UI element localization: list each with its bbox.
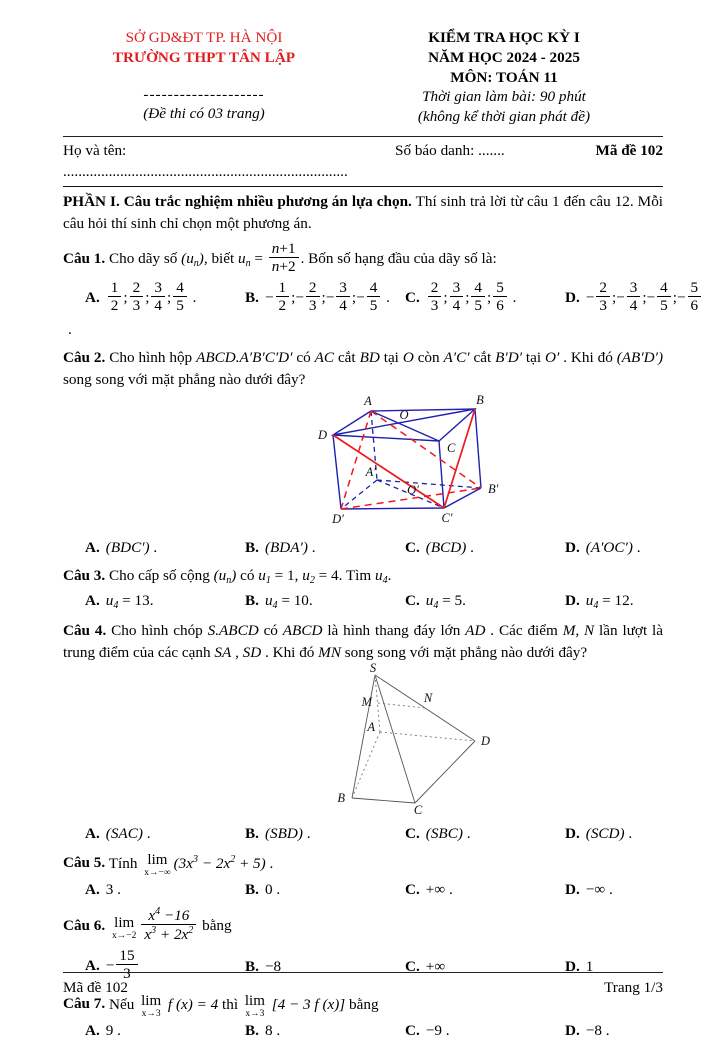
vertex-label-D: D xyxy=(317,427,327,442)
option-content: $\frac{2}{3}$ ; $\frac{3}{4}$ ; $\frac{4}{5}$ ; $\frac{5}{6}$ . xyxy=(426,289,517,306)
header-right xyxy=(345,28,663,127)
question-5-options xyxy=(85,879,663,900)
option-content: 0 . xyxy=(264,880,281,898)
question-3-stem xyxy=(63,565,663,588)
question-1-text: Cho dãy số (un), biết un = $\frac{n+1}{n+2}$ . Bốn số hạng đầu của dãy số là: xyxy=(109,239,497,275)
option-content: 1 xyxy=(585,958,594,976)
q3-option-a xyxy=(85,590,245,613)
option-letter: C. xyxy=(405,1021,420,1039)
option-content: 3 . xyxy=(105,880,121,898)
q3-option-d xyxy=(565,590,663,613)
q4-option-b xyxy=(245,823,405,844)
question-7-text: Nếu lim x→3 f (x) = 4 thì lim x→3 [4 − 3 f (x)] bằng xyxy=(109,993,379,1020)
question-2-text: Cho hình hộp ABCD.A′B′C′D′ có AC cắt BD tại O còn A′C′ cắt B′D′ tại O′ . Khi đó (AB′D′) song song với mặt phẳng nào dưới đây? xyxy=(63,349,664,388)
question-1-stem xyxy=(63,241,663,278)
option-content: u4 = 13. xyxy=(105,592,154,612)
option-content: (BDA′) . xyxy=(264,539,316,557)
question-1-options xyxy=(85,278,699,317)
option-letter: D. xyxy=(565,288,580,306)
question-7-label: Câu 7. xyxy=(63,995,106,1013)
pyramid-dashed-edges xyxy=(352,675,475,798)
question-6-text: lim x→−2 $\frac{x^4 -16}{x^3 + 2x^2}$ bằng xyxy=(112,906,232,944)
option-letter: B. xyxy=(245,825,259,843)
footer-page-number: Trang 1/3 xyxy=(604,978,663,996)
school-name: TRƯỜNG THPT TÂN LẬP xyxy=(112,48,296,66)
q4-option-c xyxy=(405,823,565,844)
q1-option-a xyxy=(85,280,245,317)
vertex-label-C2: C′ xyxy=(441,510,453,525)
question-7-options xyxy=(85,1020,663,1041)
option-letter: B. xyxy=(245,288,259,306)
option-content: 9 . xyxy=(105,1021,121,1039)
option-content: (BCD) . xyxy=(425,539,474,557)
option-letter: D. xyxy=(565,539,580,557)
department-name: SỞ GD&ĐT TP. HÀ NỘI xyxy=(125,29,283,46)
school-year: NĂM HỌC 2024 - 2025 xyxy=(428,48,580,66)
option-letter: C. xyxy=(405,539,420,557)
option-content: − $\frac{2}{3}$ ;− $\frac{3}{4}$ ;− $\frac{4}{5}$ ;− $\frac{5}{6}$ xyxy=(586,289,703,306)
option-letter: A. xyxy=(85,539,100,557)
question-6-stem xyxy=(63,907,663,946)
q4-option-a xyxy=(85,823,245,844)
box-figure xyxy=(318,393,663,534)
option-letter: D. xyxy=(565,592,580,610)
question-3-label: Câu 3. xyxy=(63,567,106,585)
option-letter: C. xyxy=(405,592,420,610)
option-content: −9 . xyxy=(425,1021,450,1039)
option-content: $\frac{1}{2}$ ; $\frac{2}{3}$ ; $\frac{3}{4}$ ; $\frac{4}{5}$ . xyxy=(106,289,197,306)
page-footer xyxy=(63,972,663,998)
vertex-label-C: C xyxy=(447,440,456,455)
option-letter: C. xyxy=(405,825,420,843)
q7-option-c xyxy=(405,1020,565,1041)
vertex-label-C: C xyxy=(413,802,423,817)
option-content: (SBD) . xyxy=(264,825,311,843)
question-5 xyxy=(63,851,663,900)
question-5-stem xyxy=(63,851,663,877)
exam-header xyxy=(63,28,663,127)
option-content: +∞ . xyxy=(425,880,453,898)
question-4 xyxy=(63,620,663,844)
pyramid-diagram xyxy=(328,660,503,817)
question-3-options xyxy=(85,590,663,613)
option-content: (SBC) . xyxy=(425,825,471,843)
question-4-stem xyxy=(63,620,663,663)
q2-option-c xyxy=(405,537,565,558)
q7-option-a xyxy=(85,1020,245,1041)
vertex-label-N: N xyxy=(423,690,433,705)
parallelepiped-diagram xyxy=(318,393,503,528)
option-letter: A. xyxy=(85,957,100,975)
vertex-label-M: M xyxy=(361,694,372,709)
option-content: (SAC) . xyxy=(105,825,151,843)
q7-option-b xyxy=(245,1020,405,1041)
q7-option-d xyxy=(565,1020,663,1041)
option-letter: B. xyxy=(245,958,259,976)
q2-option-a xyxy=(85,537,245,558)
vertex-label-B: B xyxy=(337,790,345,805)
option-content: −8 xyxy=(264,958,282,976)
vertex-label-S: S xyxy=(369,660,377,675)
option-letter: A. xyxy=(85,1021,100,1039)
question-4-label: Câu 4. xyxy=(63,622,107,640)
option-letter: D. xyxy=(565,825,580,843)
question-3 xyxy=(63,565,663,613)
exam-title: KIỂM TRA HỌC KỲ I xyxy=(428,29,580,46)
option-letter: A. xyxy=(85,880,100,898)
option-letter: C. xyxy=(405,958,420,976)
option-letter: A. xyxy=(85,825,100,843)
header-left xyxy=(63,28,345,127)
q5-option-c xyxy=(405,879,565,900)
option-content: − $\frac{1}{2}$ ;− $\frac{2}{3}$ ;− $\frac{3}{4}$ ;− $\frac{4}{5}$ . xyxy=(264,278,390,314)
option-letter: C. xyxy=(405,288,420,306)
q1-option-d xyxy=(565,280,703,317)
duration-text: Thời gian làm bài: 90 phút xyxy=(422,88,586,106)
vertex-label-O: O xyxy=(399,407,409,422)
option-content: (SCD) . xyxy=(585,825,633,843)
option-letter: B. xyxy=(245,880,259,898)
vertex-label-A: A xyxy=(364,393,372,408)
question-2 xyxy=(63,347,663,558)
separator-dashes: -------------------- xyxy=(143,85,265,103)
q5-option-a xyxy=(85,879,245,900)
question-1 xyxy=(63,239,699,340)
option-content: (BDC′) . xyxy=(105,539,158,557)
vertex-label-B2: B′ xyxy=(488,481,499,496)
option-letter: B. xyxy=(245,1021,259,1039)
q1-option-b xyxy=(245,280,405,317)
question-4-text: Cho hình chóp S.ABCD có ABCD là hình thang đáy lớn AD . Các điểm M, N lần lượt là trung điểm của các cạnh SA , SD . Khi đó MN song song với mặt phẳng nào dưới đây? xyxy=(63,622,664,661)
student-info-row xyxy=(63,137,663,187)
vertex-label-A2: A′ xyxy=(365,464,376,479)
part1-title: PHẦN I. Câu trắc nghiệm nhiều phương án lựa chọn. xyxy=(63,193,412,211)
question-2-label: Câu 2. xyxy=(63,349,106,367)
question-5-text: Tính lim x→−∞ $(3x^3 - 2x^2 + 5)$ . xyxy=(108,852,274,879)
vertex-label-A: A xyxy=(367,719,375,734)
option-letter: A. xyxy=(85,592,100,610)
subject-name: MÔN: TOÁN 11 xyxy=(450,68,558,86)
q3-option-c xyxy=(405,590,565,613)
pyramid-figure xyxy=(328,660,663,821)
option-content: u4 = 12. xyxy=(585,592,634,612)
vertex-label-D: D xyxy=(481,733,491,748)
exam-code: Mã đề 102 xyxy=(595,141,663,159)
vertex-label-O2: O′ xyxy=(407,482,419,497)
q2-option-d xyxy=(565,537,663,558)
option-content: +∞ xyxy=(425,958,446,976)
option-content: 8 . xyxy=(264,1021,281,1039)
question-2-options xyxy=(85,537,663,558)
option-content: −8 . xyxy=(585,1021,610,1039)
duration-note: (không kể thời gian phát đề) xyxy=(417,108,591,125)
q1-continuation-dot: . xyxy=(68,320,72,338)
box-red-solid-diagonals xyxy=(333,409,475,508)
question-5-label: Câu 5. xyxy=(63,854,106,872)
q2-option-b xyxy=(245,537,405,558)
candidate-number-field: Số báo danh: ....... xyxy=(395,141,505,159)
q1-option-c xyxy=(405,280,565,317)
question-3-text: Cho cấp số cộng (un) có u1 = 1, u2 = 4. Tìm u4. xyxy=(109,567,392,587)
vertex-label-B: B xyxy=(476,392,484,407)
question-2-stem xyxy=(63,347,663,390)
part1-heading xyxy=(63,191,663,234)
q3-option-b xyxy=(245,590,405,613)
divider-bold xyxy=(63,186,663,187)
question-1-label: Câu 1. xyxy=(63,249,106,267)
option-letter: B. xyxy=(245,592,259,610)
option-content: u4 = 10. xyxy=(264,592,313,612)
pages-note: (Đề thi có 03 trang) xyxy=(143,105,265,123)
vertex-label-D2: D′ xyxy=(332,511,344,526)
option-content: −∞ . xyxy=(585,880,613,898)
q4-option-d xyxy=(565,823,663,844)
q5-option-b xyxy=(245,879,405,900)
footer-exam-code: Mã đề 102 xyxy=(63,978,128,996)
option-letter: B. xyxy=(245,539,259,557)
option-content: (A′OC′) . xyxy=(585,539,641,557)
student-name-field: Họ và tên: ........................................................................... xyxy=(63,141,348,181)
question-4-options xyxy=(85,823,663,844)
option-letter: D. xyxy=(565,1021,580,1039)
option-letter: C. xyxy=(405,880,420,898)
option-content: u4 = 5. xyxy=(425,592,466,612)
option-letter: D. xyxy=(565,880,580,898)
part1-instructions: Thí sinh trả lời từ câu 1 đến câu 12. Mỗi câu hỏi thí sinh chỉ chọn một phương án. xyxy=(63,193,664,232)
option-letter: A. xyxy=(85,288,100,306)
question-6-label: Câu 6. xyxy=(63,917,106,935)
option-content: − $\frac{15}{3}$ xyxy=(106,957,140,974)
option-letter: D. xyxy=(565,958,580,976)
q5-option-d xyxy=(565,879,663,900)
question-7 xyxy=(63,992,663,1041)
